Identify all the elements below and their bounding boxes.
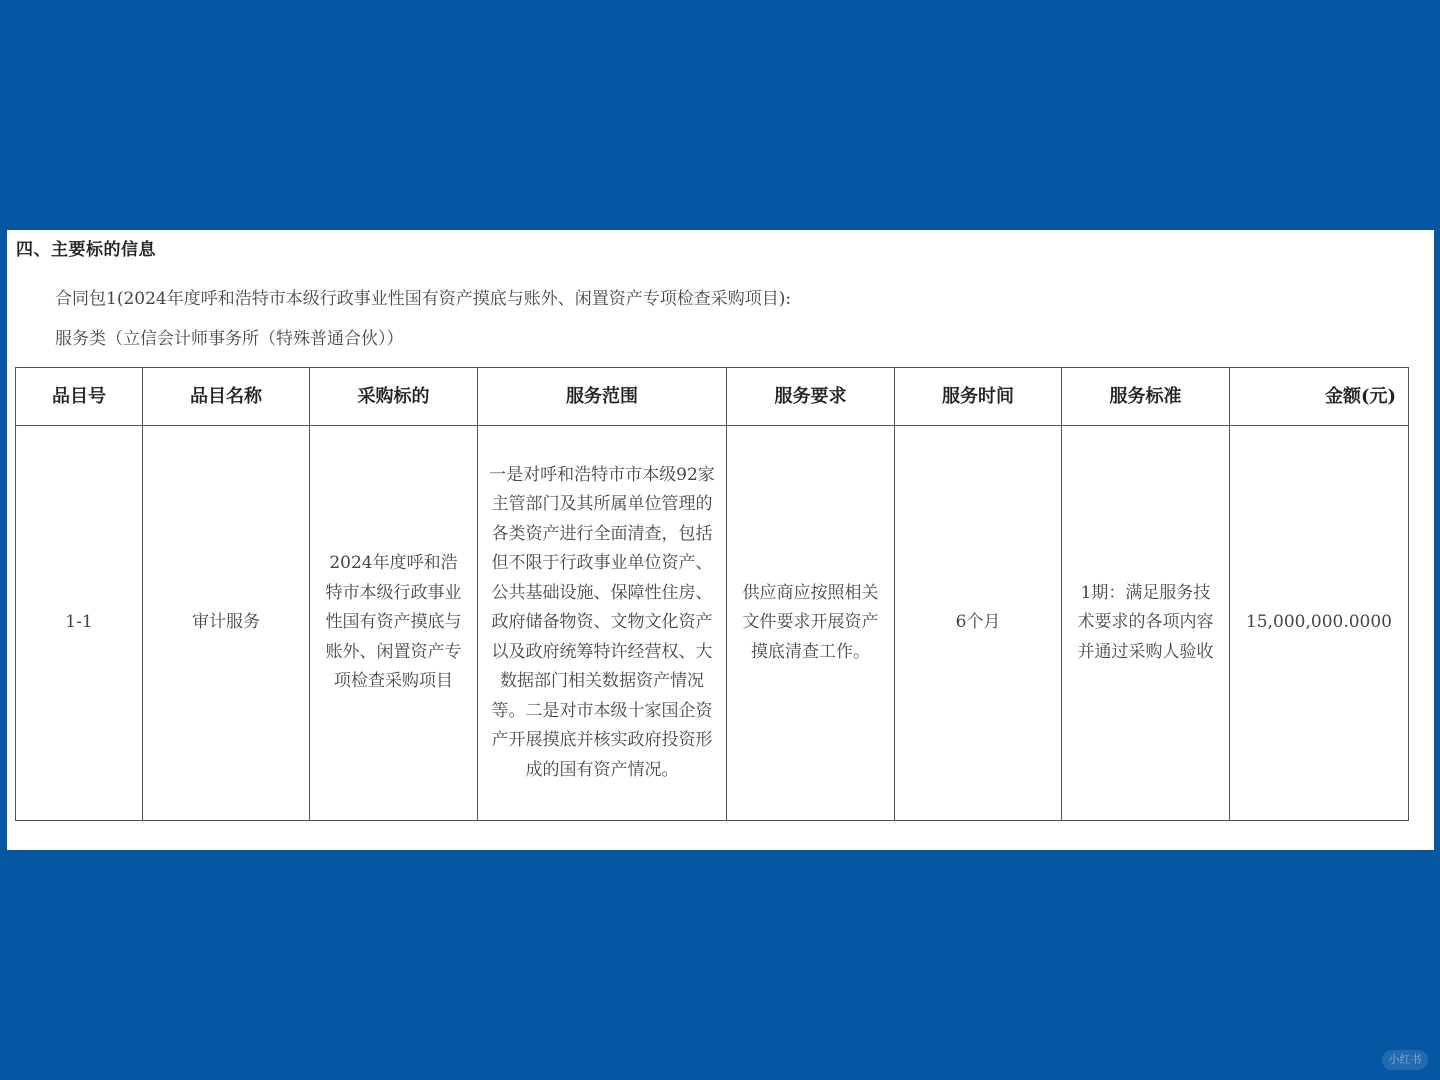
table-row: [16, 426, 1409, 821]
items-table: [15, 367, 1409, 821]
header-item-name: 品目名称: [143, 368, 310, 426]
header-target: 采购标的: [310, 368, 478, 426]
contract-package-line: 合同包1(2024年度呼和浩特市本级行政事业性国有资产摸底与账外、闲置资产专项检查采购项目):: [55, 289, 792, 309]
header-standard: 服务标准: [1062, 368, 1230, 426]
cell-item-no: 1-1: [16, 426, 143, 821]
cell-standard: 1期：满足服务技术要求的各项内容并通过采购人验收: [1062, 426, 1230, 821]
cell-time: 6个月: [895, 426, 1062, 821]
watermark-logo: 小红书: [1382, 1050, 1428, 1070]
header-amount: 金额(元): [1230, 368, 1409, 426]
table-header-row: [16, 368, 1409, 426]
header-scope: 服务范围: [478, 368, 727, 426]
cell-requirement: 供应商应按照相关文件要求开展资产摸底清查工作。: [727, 426, 895, 821]
cell-scope: 一是对呼和浩特市市本级92家主管部门及其所属单位管理的各类资产进行全面清查，包括但不限于行政事业单位资产、公共基础设施、保障性住房、政府储备物资、文物文化资产以及政府统筹特许经营权、大数据部门相关数据资产情况等。二是对市本级十家国企资产开展摸底并核实政府投资形成的国有资产情况。: [478, 426, 727, 821]
cell-amount: 15,000,000.0000: [1230, 426, 1409, 821]
section-title: 四、主要标的信息: [16, 240, 156, 260]
header-item-no: 品目号: [16, 368, 143, 426]
document-panel: [7, 230, 1434, 850]
header-requirement: 服务要求: [727, 368, 895, 426]
cell-target: 2024年度呼和浩特市本级行政事业性国有资产摸底与账外、闲置资产专项检查采购项目: [310, 426, 478, 821]
header-time: 服务时间: [895, 368, 1062, 426]
cell-item-name: 审计服务: [143, 426, 310, 821]
service-category-line: 服务类（立信会计师事务所（特殊普通合伙））: [55, 329, 404, 349]
